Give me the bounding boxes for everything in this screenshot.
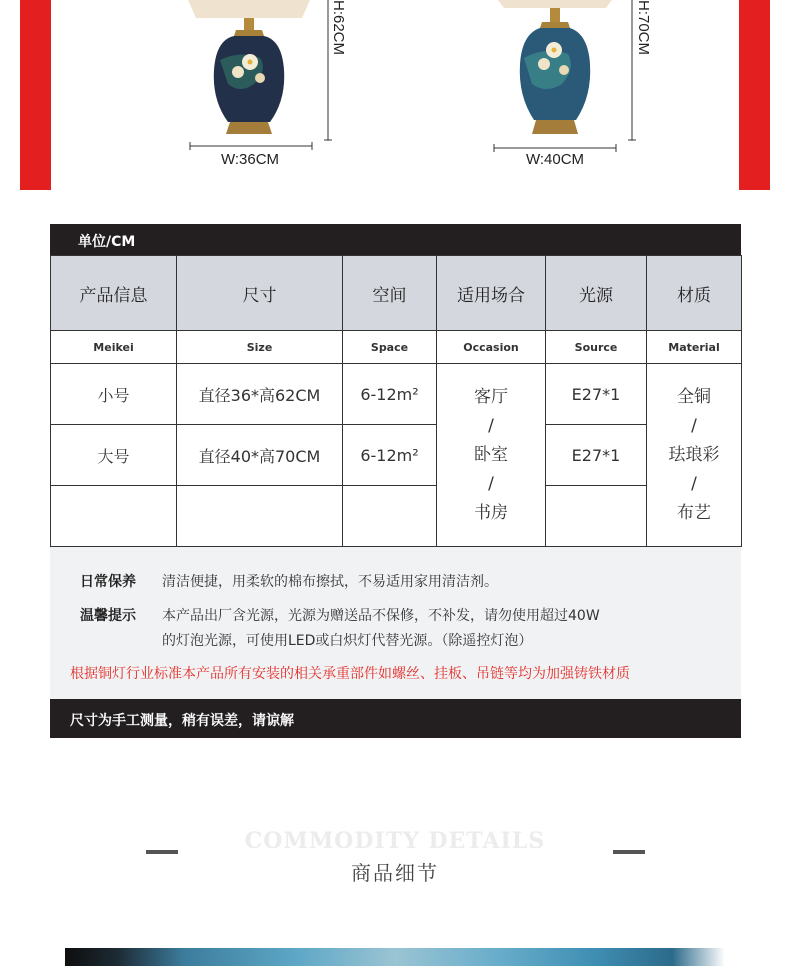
row-name-cell: 大号	[51, 425, 177, 486]
empty-cell	[51, 486, 177, 547]
occasion-cell	[437, 364, 546, 547]
empty-cell	[546, 486, 647, 547]
material-standard-notice: 根据铜灯行业标准本产品所有安装的相关承重部件如螺丝、挂板、吊链等均为加强铸铁材质	[70, 666, 630, 682]
header-cell: 光源	[546, 256, 647, 331]
table-header-row-cn	[51, 256, 742, 331]
large-lamp-width-label: W:40CM	[525, 151, 585, 168]
detail-photo	[65, 948, 725, 966]
material-separator: /	[691, 473, 697, 494]
material-item: 布艺	[677, 502, 711, 523]
empty-cell	[177, 486, 343, 547]
material-item: 全铜	[677, 386, 711, 407]
row-space-cell: 6-12m²	[343, 425, 437, 486]
care-label: 日常保养	[80, 574, 136, 590]
spec-footer-bar	[50, 699, 741, 738]
material-separator: /	[691, 415, 697, 436]
care-text: 清洁便捷，用柔软的棉布擦拭，不易适用家用清洁剂。	[162, 574, 498, 590]
row-source-cell: E27*1	[546, 425, 647, 486]
empty-cell	[343, 486, 437, 547]
material-item: 珐琅彩	[668, 444, 720, 465]
occasion-item: 卧室	[474, 444, 508, 465]
header-cell-en: Occasion	[437, 331, 546, 364]
spec-table	[50, 255, 742, 547]
small-lamp-width-label: W:36CM	[220, 151, 280, 168]
tip-text-line-2: 的灯泡光源，可使用LED或白炽灯代替光源。（除遥控灯泡）	[162, 633, 533, 649]
material-cell	[647, 364, 742, 547]
row-name-cell: 小号	[51, 364, 177, 425]
header-cell: 产品信息	[51, 256, 177, 331]
header-cell-en: Size	[177, 331, 343, 364]
occasion-separator: /	[488, 473, 494, 494]
occasion-item: 书房	[474, 502, 508, 523]
tip-text-line-1: 本产品出厂含光源，光源为赠送品不保修，不补发，请勿使用超过40W	[162, 608, 600, 624]
header-cell-en: Source	[546, 331, 647, 364]
row-size-cell: 直径40*高70CM	[177, 425, 343, 486]
header-cell: 尺寸	[177, 256, 343, 331]
header-cell-en: Meikei	[51, 331, 177, 364]
table-row-empty	[51, 486, 742, 547]
table-row	[51, 364, 742, 425]
large-lamp-height-label: H:70CM	[635, 0, 652, 56]
small-lamp-height-label: H:62CM	[330, 0, 347, 56]
row-source-cell: E27*1	[546, 364, 647, 425]
header-cell-en: Material	[647, 331, 742, 364]
red-side-bar-left	[20, 0, 51, 190]
table-row	[51, 425, 742, 486]
header-cell: 空间	[343, 256, 437, 331]
occasion-item: 客厅	[474, 386, 508, 407]
row-space-cell: 6-12m²	[343, 364, 437, 425]
occasion-separator: /	[488, 415, 494, 436]
header-cell: 适用场合	[437, 256, 546, 331]
unit-label: 单位/CM	[78, 234, 136, 250]
details-title-en: COMMODITY DETAILS	[244, 828, 546, 854]
spec-header-bar	[50, 224, 741, 255]
table-header-row-en	[51, 331, 742, 364]
tip-label: 温馨提示	[80, 608, 136, 624]
red-side-bar-right	[739, 0, 770, 190]
spec-panel	[50, 224, 741, 738]
header-cell-en: Space	[343, 331, 437, 364]
header-cell: 材质	[647, 256, 742, 331]
row-size-cell: 直径36*高62CM	[177, 364, 343, 425]
measurement-disclaimer: 尺寸为手工测量，稍有误差，请谅解	[70, 713, 294, 729]
details-title-cn: 商品细节	[351, 861, 439, 885]
